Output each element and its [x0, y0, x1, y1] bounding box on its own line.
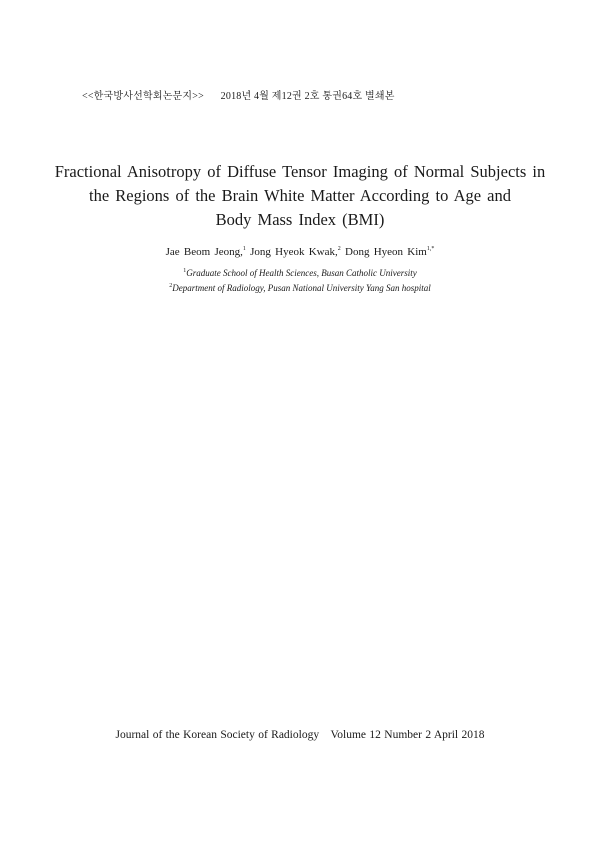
affiliation-mark: 2 [169, 283, 173, 289]
author-name: Dong Hyeon Kim [345, 246, 427, 258]
author-affiliation-mark: 2 [337, 246, 341, 252]
affiliation-2 [0, 283, 600, 293]
affiliation-text: Graduate School of Health Sciences, Busan Catholic University [186, 268, 417, 278]
journal-footer [0, 729, 600, 741]
title-line-3: Body Mass Index (BMI) [215, 210, 385, 229]
reprint-header [82, 87, 409, 102]
affiliation-1 [0, 268, 600, 278]
author-list [0, 246, 600, 258]
affiliation-mark: 1 [183, 268, 187, 274]
affiliation-text: Department of Radiology, Pusan National University Yang San hospital [172, 283, 431, 293]
title-line-2: the Regions of the Brain White Matter According to Age and [88, 186, 512, 205]
issue-info-korean: 2018년 4월 제12권 2호 통권64호 별쇄본 [220, 91, 395, 102]
author-affiliation-mark: 1 [242, 246, 246, 252]
author-name: Jong Hyeok Kwak, [250, 246, 338, 258]
footer-journal-name: Journal of the Korean Society of Radiology [115, 729, 320, 741]
journal-name-korean: <<한국방사선학회논문지>> [82, 91, 204, 102]
title-line-1: Fractional Anisotropy of Diffuse Tensor Imaging of Normal Subjects in [54, 162, 546, 181]
author-affiliation-mark: 1,* [426, 246, 435, 252]
footer-volume-info: Volume 12 Number 2 April 2018 [330, 729, 485, 741]
paper-title [30, 160, 570, 232]
author-name: Jae Beom Jeong, [165, 246, 243, 258]
